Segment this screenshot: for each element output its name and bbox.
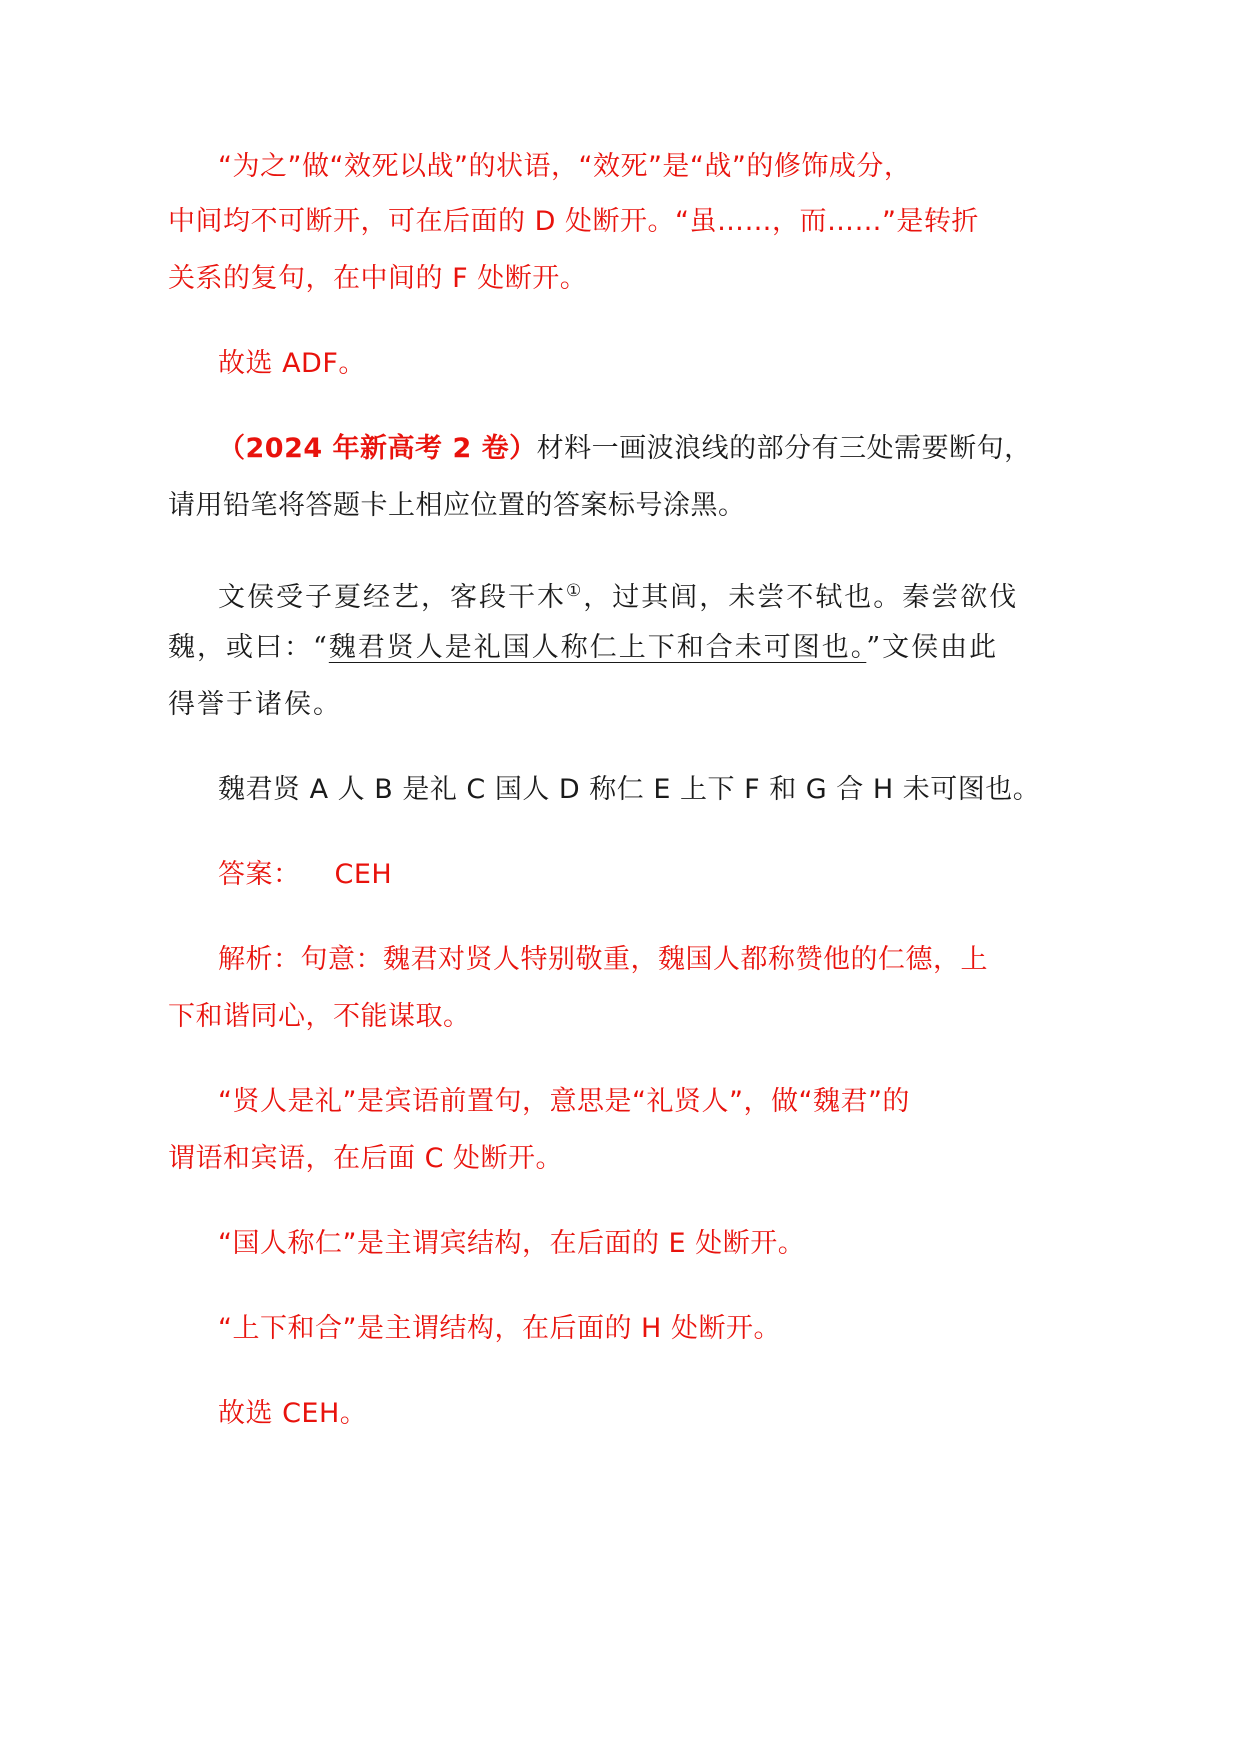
break-options-line: 魏君贤 A 人 B 是礼 C 国人 D 称仁 E 上下 F 和 G 合 H 未可图也。 xyxy=(218,774,1041,805)
passage-line xyxy=(218,574,1019,613)
passage-text: ”文侯由此 xyxy=(866,632,999,663)
analysis-line: 谓语和宾语，在后面 C 处断开。 xyxy=(168,1143,564,1174)
footnote-marker: ① xyxy=(566,581,584,601)
question-source: （2024 年新高考 2 卷） xyxy=(218,433,537,464)
question-text: 材料一画波浪线的部分有三处需要断句， xyxy=(536,433,1032,464)
passage-text: 文侯受子夏经艺，客段干木 xyxy=(218,582,566,613)
analysis-line: “上下和合”是主谓结构，在后面的 H 处断开。 xyxy=(218,1313,781,1344)
analysis-line: 解析：句意：魏君对贤人特别敬重，魏国人都称赞他的仁德，上 xyxy=(218,944,988,975)
analysis-line: “为之”做“效死以战”的状语，“效死”是“战”的修饰成分， xyxy=(218,151,912,182)
answer-label: 答案： xyxy=(218,859,301,890)
passage-line xyxy=(168,631,998,665)
answer-value: CEH xyxy=(334,859,393,890)
analysis-line: 中间均不可断开，可在后面的 D 处断开。“虽……，而……”是转折 xyxy=(168,206,979,237)
question-line: 请用铅笔将答题卡上相应位置的答案标号涂黑。 xyxy=(168,490,746,521)
answer-conclusion: 故选 CEH。 xyxy=(218,1398,368,1429)
analysis-line: 下和谐同心，不能谋取。 xyxy=(168,1001,471,1032)
passage-text: 魏，或曰：“ xyxy=(168,632,329,663)
question-line xyxy=(218,432,1032,466)
answer-conclusion: 故选 ADF。 xyxy=(218,348,366,379)
passage-line: 得誉于诸侯。 xyxy=(168,689,342,720)
passage-text: ，过其闾，未尝不轼也。秦尝欲伐 xyxy=(583,582,1019,613)
answer-line xyxy=(218,858,392,892)
analysis-line: “贤人是礼”是宾语前置句，意思是“礼贤人”，做“魏君”的 xyxy=(218,1086,910,1117)
wavy-line-segment: 魏君贤人是礼国人称仁上下和合未可图也。 xyxy=(328,632,867,663)
analysis-line: “国人称仁”是主谓宾结构，在后面的 E 处断开。 xyxy=(218,1228,806,1259)
analysis-line: 关系的复句，在中间的 F 处断开。 xyxy=(168,263,588,294)
